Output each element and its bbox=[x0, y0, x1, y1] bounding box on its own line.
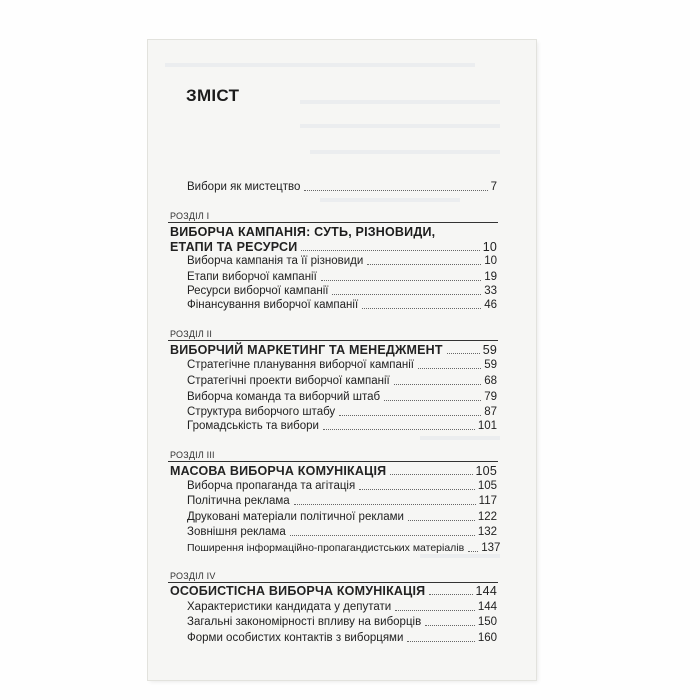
toc-entry bbox=[187, 419, 497, 433]
entry-page: 101 bbox=[477, 420, 497, 432]
leader-dots bbox=[301, 250, 479, 251]
chapter-title-line2: ЕТАПИ ТА РЕСУРСИ bbox=[170, 240, 298, 254]
section-divider bbox=[168, 222, 498, 223]
entry-page: 68 bbox=[484, 375, 497, 387]
entry-label: Характеристики кандидата у депутати bbox=[187, 601, 392, 613]
toc-entry bbox=[187, 298, 497, 312]
entry-page: 117 bbox=[478, 495, 497, 507]
toc-entry bbox=[187, 358, 497, 372]
entry-page: 87 bbox=[484, 406, 497, 418]
entry-label: Стратегічне планування виборчої кампанії bbox=[187, 359, 415, 371]
chapter-title: МАСОВА ВИБОРЧА КОМУНІКАЦІЯ bbox=[170, 464, 387, 478]
entry-label: Структура виборчого штабу bbox=[187, 406, 336, 418]
page-title: ЗМІСТ bbox=[186, 86, 240, 105]
entry-page: 144 bbox=[475, 584, 497, 598]
leader-dots bbox=[332, 294, 481, 295]
section-divider bbox=[168, 340, 498, 341]
leader-dots bbox=[429, 594, 472, 595]
leader-dots bbox=[394, 384, 482, 385]
entry-label: Стратегічні проекти виборчої кампанії bbox=[187, 375, 390, 387]
entry-label: Загальні закономірності впливу на виборців bbox=[187, 616, 422, 628]
entry-page: 59 bbox=[482, 343, 497, 357]
leader-dots bbox=[367, 264, 481, 265]
entry-label: Форми особистих контактів з виборцями bbox=[187, 632, 404, 644]
leader-dots bbox=[408, 520, 475, 521]
entry-page: 59 bbox=[484, 359, 497, 371]
entry-label: Виборча кампанія та її різновиди bbox=[187, 255, 364, 267]
entry-page: 137 bbox=[481, 542, 501, 554]
toc-entry bbox=[187, 405, 497, 419]
toc-entry bbox=[187, 600, 497, 614]
leader-dots bbox=[304, 190, 487, 191]
chapter-title-line1: ВИБОРЧА КАМПАНІЯ: СУТЬ, РІЗНОВИДИ, bbox=[170, 225, 436, 239]
toc-entry bbox=[187, 631, 497, 645]
entry-label: Вибори як мистецтво bbox=[187, 181, 301, 193]
leader-dots bbox=[339, 415, 481, 416]
chapter-title-entry bbox=[170, 584, 497, 598]
bleed-through-mark bbox=[310, 150, 500, 154]
entry-label: Виборча пропаганда та агітація bbox=[187, 480, 356, 492]
entry-page: 132 bbox=[477, 526, 497, 538]
chapter-title-entry bbox=[170, 343, 497, 357]
leader-dots bbox=[362, 308, 481, 309]
leader-dots bbox=[425, 625, 475, 626]
entry-page: 160 bbox=[477, 632, 497, 644]
entry-label: Поширення інформаційно-пропагандистських матеріалів bbox=[187, 542, 465, 554]
toc-entry bbox=[187, 541, 501, 555]
entry-page: 122 bbox=[477, 511, 497, 523]
leader-dots bbox=[384, 400, 481, 401]
leader-dots bbox=[407, 641, 474, 642]
entry-label: Друковані матеріали політичної реклами bbox=[187, 511, 404, 523]
leader-dots bbox=[294, 504, 476, 505]
section-divider bbox=[168, 582, 498, 583]
chapter-title-entry bbox=[170, 464, 497, 478]
entry-page: 33 bbox=[484, 285, 497, 297]
entry-page: 105 bbox=[475, 464, 497, 478]
chapter-title-entry bbox=[170, 240, 497, 254]
toc-entry bbox=[187, 525, 497, 539]
entry-page: 10 bbox=[484, 255, 497, 267]
toc-entry bbox=[187, 615, 497, 629]
leader-dots bbox=[418, 368, 481, 369]
chapter-title: ОСОБИСТІСНА ВИБОРЧА КОМУНІКАЦІЯ bbox=[170, 584, 426, 598]
toc-entry bbox=[187, 510, 497, 524]
leader-dots bbox=[390, 474, 472, 475]
chapter-title: ВИБОРЧИЙ МАРКЕТИНГ ТА МЕНЕДЖМЕНТ bbox=[170, 343, 443, 357]
entry-page: 150 bbox=[477, 616, 497, 628]
entry-page: 79 bbox=[484, 391, 497, 403]
section-label: РОЗДІЛ ІІІ bbox=[170, 450, 215, 460]
toc-entry bbox=[187, 374, 497, 388]
bleed-through-mark bbox=[165, 63, 475, 67]
entry-page: 10 bbox=[482, 240, 497, 254]
leader-dots bbox=[395, 610, 475, 611]
leader-dots bbox=[290, 535, 475, 536]
entry-page: 7 bbox=[490, 181, 497, 193]
toc-entry-intro bbox=[187, 180, 497, 194]
section-label: РОЗДІЛ І bbox=[170, 211, 210, 221]
leader-dots bbox=[468, 551, 478, 552]
entry-label: Ресурси виборчої кампанії bbox=[187, 285, 329, 297]
section-label: РОЗДІЛ ІІ bbox=[170, 329, 213, 339]
bleed-through-mark bbox=[420, 436, 500, 440]
toc-entry bbox=[187, 494, 497, 508]
entry-page: 46 bbox=[484, 299, 497, 311]
leader-dots bbox=[447, 353, 480, 354]
toc-entry bbox=[187, 284, 497, 298]
toc-entry bbox=[187, 479, 497, 493]
leader-dots bbox=[359, 489, 475, 490]
leader-dots bbox=[323, 429, 475, 430]
entry-label: Фінансування виборчої кампанії bbox=[187, 299, 359, 311]
toc-entry bbox=[187, 270, 497, 284]
entry-label: Виборча команда та виборчий штаб bbox=[187, 391, 381, 403]
entry-label: Етапи виборчої кампанії bbox=[187, 271, 317, 283]
bleed-through-mark bbox=[320, 198, 460, 202]
toc-entry bbox=[187, 390, 497, 404]
entry-page: 105 bbox=[477, 480, 497, 492]
section-label: РОЗДІЛ IV bbox=[170, 571, 216, 581]
bleed-through-mark bbox=[300, 124, 500, 128]
entry-label: Громадськість та вибори bbox=[187, 420, 319, 432]
entry-page: 19 bbox=[484, 271, 497, 283]
section-divider bbox=[168, 461, 498, 462]
bleed-through-mark bbox=[300, 100, 500, 104]
entry-label: Зовнішня реклама bbox=[187, 526, 286, 538]
leader-dots bbox=[321, 280, 481, 281]
toc-entry bbox=[187, 254, 497, 268]
entry-label: Політична реклама bbox=[187, 495, 290, 507]
entry-page: 144 bbox=[477, 601, 497, 613]
